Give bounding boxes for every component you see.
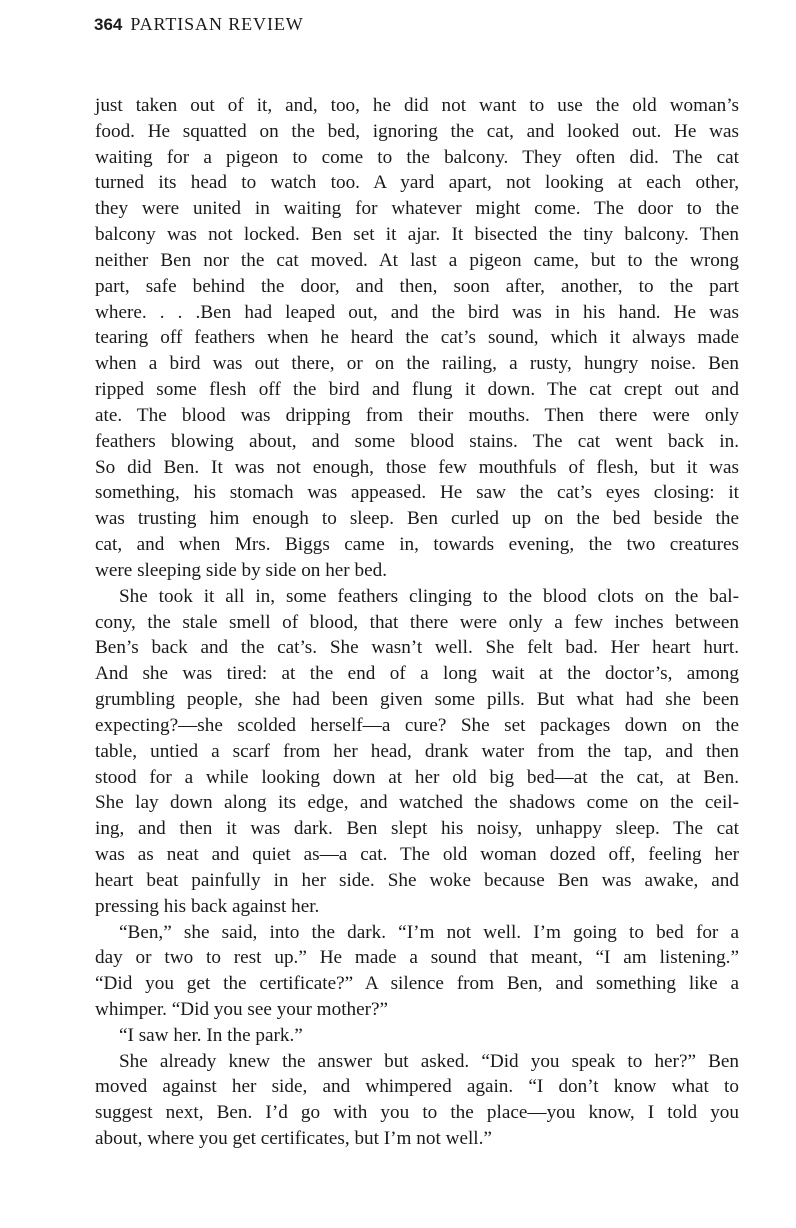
text-line: She already knew the answer but asked. “Did you speak to her?” Ben xyxy=(119,1050,739,1072)
text-line: turned its head to watch too. A yard apart, not looking at each other, xyxy=(95,172,739,194)
text-line: cat, and when Mrs. Biggs came in, towards evening, the two creatures xyxy=(95,534,739,556)
text-line: She lay down along its edge, and watched the shadows come on the ceil- xyxy=(95,792,739,814)
text-line: balcony was not locked. Ben set it ajar. It bisected the tiny balcony. Then xyxy=(95,224,739,246)
text-line: “Did you get the certificate?” A silence from Ben, and something like a xyxy=(95,973,739,995)
journal-title: PARTISAN REVIEW xyxy=(130,14,304,34)
text-line: when a bird was out there, or on the railing, a rusty, hungry noise. Ben xyxy=(95,353,739,375)
text-line: So did Ben. It was not enough, those few mouthfuls of flesh, but it was xyxy=(95,456,739,478)
text-line: about, where you get certificates, but I’m not well.” xyxy=(95,1128,492,1150)
text-line: And she was tired: at the end of a long wait at the doctor’s, among xyxy=(95,663,739,685)
text-line: was trusting him enough to sleep. Ben curled up on the bed beside the xyxy=(95,508,739,530)
text-line: She took it all in, some feathers clinging to the blood clots on the bal- xyxy=(119,585,739,607)
text-line: Ben’s back and the cat’s. She wasn’t well. She felt bad. Her heart hurt. xyxy=(95,637,739,659)
text-line: whimper. “Did you see your mother?” xyxy=(95,998,389,1020)
text-line: pressing his back against her. xyxy=(95,895,320,917)
running-head xyxy=(94,14,304,35)
body-text xyxy=(95,93,739,1152)
text-line: suggest next, Ben. I’d go with you to the place—you know, I told you xyxy=(95,1102,739,1124)
text-line: ripped some flesh off the bird and flung it down. The cat crept out and xyxy=(95,379,739,401)
text-line: just taken out of it, and, too, he did not want to use the old woman’s xyxy=(95,95,739,116)
text-line: were sleeping side by side on her bed. xyxy=(95,559,387,581)
text-line: table, untied a scarf from her head, drank water from the tap, and then xyxy=(95,740,739,762)
text-line: tearing off feathers when he heard the cat’s sound, which it always made xyxy=(95,327,739,349)
text-line: ing, and then it was dark. Ben slept his noisy, unhappy sleep. The cat xyxy=(95,818,739,840)
text-line: “Ben,” she said, into the dark. “I’m not well. I’m going to bed for a xyxy=(119,921,739,943)
page-number: 364 xyxy=(94,15,123,34)
text-line: where. . . .Ben had leaped out, and the bird was in his hand. He was xyxy=(95,301,739,323)
text-line: feathers blowing about, and some blood stains. The cat went back in. xyxy=(95,430,739,452)
text-line: “I saw her. In the park.” xyxy=(119,1024,303,1046)
text-line: grumbling people, she had been given some pills. But what had she been xyxy=(95,689,739,711)
text-line: neither Ben nor the cat moved. At last a pigeon came, but to the wrong xyxy=(95,249,739,271)
text-line: something, his stomach was appeased. He saw the cat’s eyes closing: it xyxy=(95,482,739,504)
text-line: they were united in waiting for whatever might come. The door to the xyxy=(95,198,739,220)
text-line: part, safe behind the door, and then, soon after, another, to the part xyxy=(95,275,739,297)
text-line: moved against her side, and whimpered again. “I don’t know what to xyxy=(95,1076,739,1098)
text-line: day or two to rest up.” He made a sound that meant, “I am listening.” xyxy=(95,947,739,969)
text-line: was as neat and quiet as—a cat. The old woman dozed off, feeling her xyxy=(95,844,739,866)
text-line: heart beat painfully in her side. She woke because Ben was awake, and xyxy=(95,869,739,891)
text-line: ate. The blood was dripping from their mouths. Then there were only xyxy=(95,404,739,426)
text-line: cony, the stale smell of blood, that there were only a few inches between xyxy=(95,611,739,633)
text-line: food. He squatted on the bed, ignoring the cat, and looked out. He was xyxy=(95,120,739,142)
text-line: waiting for a pigeon to come to the balcony. They often did. The cat xyxy=(95,146,739,168)
text-line: stood for a while looking down at her old big bed—at the cat, at Ben. xyxy=(95,766,739,788)
text-line: expecting?—she scolded herself—a cure? She set packages down on the xyxy=(95,714,739,736)
